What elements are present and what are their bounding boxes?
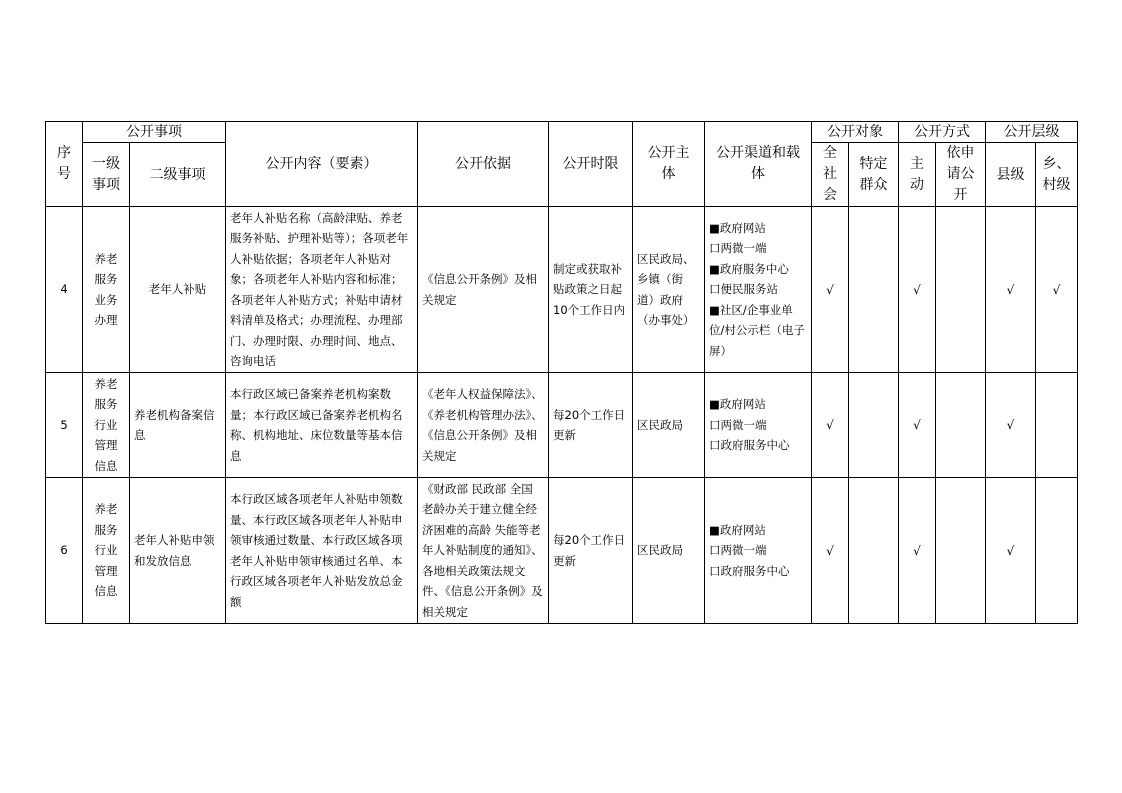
check-specific xyxy=(849,478,899,624)
check-active: √ xyxy=(899,207,936,373)
check-all-society: √ xyxy=(812,478,849,624)
row-basis: 《财政部 民政部 全国老龄办关于建立健全经济困难的高龄 失能等老年人补贴制度的通知》、各地相关政策法规文件、《信息公开条例》及相关规定 xyxy=(418,478,549,624)
channel-item: 口便民服务站 xyxy=(709,282,778,297)
header-row-1 xyxy=(46,122,1078,143)
header-level1: 一级事项 xyxy=(83,143,130,207)
row-content: 老年人补贴名称（高龄津贴、养老服务补贴、护理补贴等）；各项老年人补贴依据；各项老年人补贴对象；各项老年人补贴内容和标准；各项老年人补贴方式；补贴申请材料清单及格式；办理流程、办理部门、办理时限、办理时间、地点、咨询电话 xyxy=(226,207,418,373)
row-content: 本行政区域各项老年人补贴申领数量、本行政区域各项老年人补贴申领审核通过数量、本行政区域各项老年人补贴申领审核通过名单、本行政区域各项老年人补贴发放总金额 xyxy=(226,478,418,624)
header-basis: 公开依据 xyxy=(418,122,549,207)
channel-item: ■政府服务中心 xyxy=(709,261,789,276)
channel-item: ■政府网站 xyxy=(709,220,766,235)
header-level-township: 乡、村级 xyxy=(1036,143,1078,207)
check-on-request xyxy=(936,207,986,373)
row-channels xyxy=(705,478,812,624)
check-township xyxy=(1036,373,1078,478)
row-level1: 养老服务业务办理 xyxy=(83,207,130,373)
check-county: √ xyxy=(986,207,1036,373)
row-level2: 老年人补贴 xyxy=(130,207,226,373)
table-row xyxy=(46,478,1078,624)
check-active: √ xyxy=(899,373,936,478)
header-level2: 二级事项 xyxy=(130,143,226,207)
disclosure-table xyxy=(45,121,1078,624)
header-audience-specific: 特定群众 xyxy=(849,143,899,207)
row-level2: 老年人补贴申领和发放信息 xyxy=(130,478,226,624)
check-county: √ xyxy=(986,478,1036,624)
table-row xyxy=(46,373,1078,478)
check-specific xyxy=(849,207,899,373)
header-method-group: 公开方式 xyxy=(899,122,986,143)
header-method-active: 主动 xyxy=(899,143,936,207)
check-all-society: √ xyxy=(812,207,849,373)
channel-item: ■社区/企事业单位/村公示栏（电子屏） xyxy=(709,302,805,358)
row-subject: 区民政局 xyxy=(633,478,705,624)
row-time-limit: 每20个工作日更新 xyxy=(549,478,633,624)
channel-item: 口两微一端 xyxy=(709,543,767,558)
check-active: √ xyxy=(899,478,936,624)
header-seq: 序号 xyxy=(46,122,83,207)
channel-item: 口政府服务中心 xyxy=(709,438,790,453)
row-basis: 《老年人权益保障法》、《养老机构管理办法》、《信息公开条例》及相关规定 xyxy=(418,373,549,478)
row-basis: 《信息公开条例》及相关规定 xyxy=(418,207,549,373)
row-level1: 养老服务行业管理信息 xyxy=(83,478,130,624)
row-seq: 6 xyxy=(46,478,83,624)
table-row xyxy=(46,207,1078,373)
row-level2: 养老机构备案信息 xyxy=(130,373,226,478)
check-township xyxy=(1036,478,1078,624)
row-time-limit: 每20个工作日更新 xyxy=(549,373,633,478)
row-seq: 4 xyxy=(46,207,83,373)
check-on-request xyxy=(936,373,986,478)
channel-item: 口两微一端 xyxy=(709,241,767,256)
header-level-group: 公开层级 xyxy=(986,122,1078,143)
check-township: √ xyxy=(1036,207,1078,373)
row-channels xyxy=(705,207,812,373)
header-audience-group: 公开对象 xyxy=(812,122,899,143)
row-seq: 5 xyxy=(46,373,83,478)
row-subject: 区民政局 xyxy=(633,373,705,478)
header-subject: 公开主体 xyxy=(633,122,705,207)
channel-item: ■政府网站 xyxy=(709,397,766,412)
header-time-limit: 公开时限 xyxy=(549,122,633,207)
header-audience-all: 全社会 xyxy=(812,143,849,207)
channel-item: ■政府网站 xyxy=(709,522,766,537)
check-on-request xyxy=(936,478,986,624)
header-channel: 公开渠道和载体 xyxy=(705,122,812,207)
row-time-limit: 制定或获取补贴政策之日起10个工作日内 xyxy=(549,207,633,373)
channel-item: 口两微一端 xyxy=(709,417,767,432)
row-subject: 区民政局、乡镇（街道）政府（办事处） xyxy=(633,207,705,373)
check-county: √ xyxy=(986,373,1036,478)
header-items-group: 公开事项 xyxy=(83,122,226,143)
row-content: 本行政区域已备案养老机构案数量；本行政区域已备案养老机构名称、机构地址、床位数量等基本信息 xyxy=(226,373,418,478)
header-level-county: 县级 xyxy=(986,143,1036,207)
check-all-society: √ xyxy=(812,373,849,478)
row-level1: 养老服务行业管理信息 xyxy=(83,373,130,478)
channel-item: 口政府服务中心 xyxy=(709,563,790,578)
row-channels xyxy=(705,373,812,478)
header-method-request: 依申请公开 xyxy=(936,143,986,207)
check-specific xyxy=(849,373,899,478)
header-content: 公开内容（要素） xyxy=(226,122,418,207)
